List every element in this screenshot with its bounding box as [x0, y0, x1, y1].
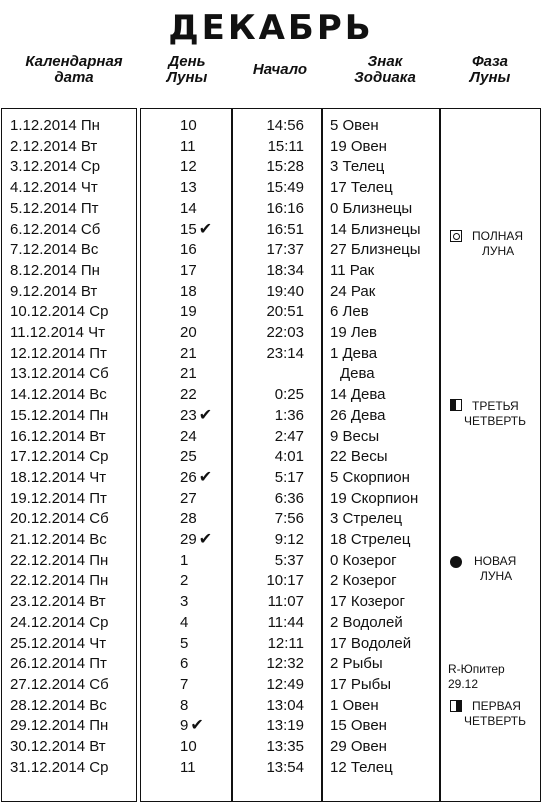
cell-moon-day [180, 654, 188, 674]
cell-zodiac-sign: 17 Рыбы [330, 676, 392, 693]
cell-zodiac-sign: 6 Лев [330, 303, 369, 320]
cell-zodiac-sign: 22 Весы [330, 448, 388, 465]
cell-zodiac-sign: 19 Овен [330, 138, 387, 155]
cell-start-time: 4:01 [274, 448, 304, 465]
phase-new-moon: НОВАЯ ЛУНА [474, 554, 517, 583]
cell-start-time: 12:49 [266, 676, 304, 693]
cell-moon-day [180, 261, 197, 281]
moon-day-number: 10 [180, 738, 197, 755]
phase-full-moon: ПОЛНАЯ ЛУНА [472, 229, 524, 258]
cell-date: 11.12.2014 Чт [10, 324, 105, 341]
moon-day-number: 10 [180, 117, 197, 134]
cell-start-time: 9:12 [274, 531, 304, 548]
moon-day-number: 3 [180, 593, 189, 610]
cell-date: 15.12.2014 Пн [10, 407, 109, 424]
cell-zodiac-sign: 14 Близнецы [330, 221, 421, 238]
cell-date: 5.12.2014 Пт [10, 200, 99, 217]
moon-day-number: 27 [180, 490, 197, 507]
moon-day-number: 23 [180, 407, 197, 424]
cell-date: 31.12.2014 Ср [10, 759, 109, 776]
cell-zodiac-sign: 17 Телец [330, 179, 393, 196]
cell-moon-day [180, 427, 197, 447]
cell-moon-day [180, 675, 188, 695]
cell-start-time: 2:47 [274, 428, 304, 445]
cell-date: 18.12.2014 Чт [10, 469, 107, 486]
moon-day-number: 19 [180, 303, 197, 320]
cell-start-time: 15:49 [266, 179, 304, 196]
cell-moon-day [180, 447, 197, 467]
cell-zodiac-sign: 3 Телец [330, 158, 385, 175]
cell-moon-day [180, 530, 212, 550]
cell-moon-day [180, 323, 197, 343]
moon-day-number: 25 [180, 448, 197, 465]
cell-date: 16.12.2014 Вт [10, 428, 106, 445]
cell-moon-day [180, 509, 197, 529]
cell-date: 26.12.2014 Пт [10, 655, 107, 672]
cell-date: 17.12.2014 Ср [10, 448, 109, 465]
cell-moon-day [180, 468, 212, 488]
new-moon-icon [450, 556, 462, 568]
full-moon-icon [450, 230, 462, 242]
cell-zodiac-sign: 0 Близнецы [330, 200, 413, 217]
moon-day-number: 8 [180, 697, 189, 714]
cell-moon-day [180, 696, 188, 716]
cell-moon-day [180, 634, 188, 654]
cell-start-time: 13:04 [266, 697, 304, 714]
cell-date: 24.12.2014 Ср [10, 614, 109, 631]
cell-date: 21.12.2014 Вс [10, 531, 107, 548]
moon-day-number: 11 [180, 138, 196, 155]
moon-day-number: 18 [180, 283, 197, 300]
cell-moon-day [180, 406, 212, 426]
moon-day-number: 21 [180, 345, 197, 362]
moon-day-number: 29 [180, 531, 197, 548]
cell-date: 19.12.2014 Пт [10, 490, 107, 507]
cell-start-time: 12:32 [266, 655, 304, 672]
cell-moon-day [180, 737, 197, 757]
cell-date: 8.12.2014 Пн [10, 262, 100, 279]
cell-start-time: 16:16 [266, 200, 304, 217]
cell-start-time: 18:34 [266, 262, 304, 279]
cell-moon-day [180, 385, 197, 405]
moon-day-number: 1 [180, 552, 189, 569]
cell-moon-day [180, 571, 188, 591]
cell-moon-day [180, 592, 188, 612]
cell-zodiac-sign: 9 Весы [330, 428, 380, 445]
moon-day-number: 12 [180, 158, 197, 175]
cell-start-time: 17:37 [266, 241, 304, 258]
cell-zodiac-sign: 11 Рак [330, 262, 375, 279]
moon-day-number: 24 [180, 428, 197, 445]
cell-date: 14.12.2014 Вс [10, 386, 107, 403]
cell-date: 23.12.2014 Вт [10, 593, 106, 610]
cell-zodiac-sign: 14 Дева [330, 386, 386, 403]
cell-start-time: 15:11 [267, 138, 304, 155]
cell-zodiac-sign: Дева [340, 365, 375, 382]
cell-moon-day [180, 157, 197, 177]
cell-zodiac-sign: 17 Козерог [330, 593, 405, 610]
cell-start-time: 5:37 [274, 552, 304, 569]
cell-moon-day [180, 551, 188, 571]
moon-day-number: 13 [180, 179, 197, 196]
cell-zodiac-sign: 1 Дева [330, 345, 378, 362]
cell-moon-day [180, 344, 197, 364]
cell-date: 25.12.2014 Чт [10, 635, 107, 652]
cell-start-time: 11:44 [267, 614, 304, 631]
column-phase [440, 108, 541, 802]
cell-start-time: 10:17 [266, 572, 304, 589]
cell-moon-day [180, 220, 212, 240]
cell-date: 29.12.2014 Пн [10, 717, 109, 734]
cell-moon-day [180, 364, 197, 384]
header-moon-day: День Луны [166, 53, 208, 86]
cell-date: 7.12.2014 Вс [10, 241, 99, 258]
cell-start-time: 16:51 [266, 221, 304, 238]
cell-moon-day [180, 489, 197, 509]
checkmark-icon: ✔ [198, 221, 213, 238]
cell-start-time: 22:03 [266, 324, 304, 341]
cell-date: 22.12.2014 Пн [10, 572, 109, 589]
cell-start-time: 13:19 [266, 717, 304, 734]
moon-day-number: 4 [180, 614, 189, 631]
header-date: Календарная дата [25, 53, 123, 86]
checkmark-icon: ✔ [198, 407, 213, 424]
cell-start-time: 5:17 [274, 469, 304, 486]
moon-day-number: 7 [180, 676, 189, 693]
cell-zodiac-sign: 2 Рыбы [330, 655, 383, 672]
cell-start-time: 11:07 [267, 593, 304, 610]
cell-zodiac-sign: 15 Овен [330, 717, 387, 734]
cell-moon-day [180, 178, 197, 198]
cell-zodiac-sign: 12 Телец [330, 759, 393, 776]
cell-date: 22.12.2014 Пн [10, 552, 109, 569]
phase-first-quarter: ПЕРВАЯ ЧЕТВЕРТЬ [464, 699, 527, 728]
cell-zodiac-sign: 1 Овен [330, 697, 379, 714]
cell-zodiac-sign: 19 Скорпион [330, 490, 419, 507]
cell-moon-day [180, 240, 197, 260]
moon-day-number: 20 [180, 324, 197, 341]
third-quarter-icon [450, 399, 462, 411]
cell-start-time: 20:51 [266, 303, 304, 320]
moon-day-number: 17 [180, 262, 197, 279]
cell-moon-day [180, 137, 196, 157]
cell-start-time: 15:28 [266, 158, 304, 175]
moon-day-number: 14 [180, 200, 197, 217]
cell-start-time: 13:35 [266, 738, 304, 755]
moon-day-number: 22 [180, 386, 197, 403]
page-title: ДЕКАБРЬ [168, 8, 374, 48]
checkmark-icon: ✔ [198, 531, 213, 548]
cell-start-time: 14:56 [266, 117, 304, 134]
cell-zodiac-sign: 0 Козерог [330, 552, 397, 569]
cell-zodiac-sign: 24 Рак [330, 283, 376, 300]
cell-zodiac-sign: 29 Овен [330, 738, 387, 755]
cell-zodiac-sign: 18 Стрелец [330, 531, 411, 548]
moon-day-number: 26 [180, 469, 197, 486]
cell-date: 27.12.2014 Сб [10, 676, 109, 693]
phase-third-quarter: ТРЕТЬЯ ЧЕТВЕРТЬ [464, 399, 527, 428]
cell-start-time: 1:36 [274, 407, 304, 424]
cell-start-time: 6:36 [274, 490, 304, 507]
cell-zodiac-sign: 27 Близнецы [330, 241, 421, 258]
cell-start-time: 19:40 [266, 283, 304, 300]
cell-date: 2.12.2014 Вт [10, 138, 98, 155]
cell-moon-day [180, 716, 204, 736]
cell-date: 3.12.2014 Ср [10, 158, 101, 175]
cell-zodiac-sign: 2 Козерог [330, 572, 397, 589]
header-start: Начало [252, 61, 308, 78]
header-phase: Фаза Луны [469, 53, 511, 86]
cell-zodiac-sign: 5 Скорпион [330, 469, 410, 486]
checkmark-icon: ✔ [190, 717, 204, 734]
moon-day-number: 21 [180, 365, 197, 382]
cell-zodiac-sign: 3 Стрелец [330, 510, 403, 527]
cell-start-time: 0:25 [274, 386, 304, 403]
moon-day-number: 6 [180, 655, 189, 672]
cell-moon-day [180, 758, 196, 778]
moon-day-number: 9 [180, 717, 189, 734]
cell-moon-day [180, 613, 188, 633]
cell-date: 12.12.2014 Пт [10, 345, 107, 362]
moon-day-number: 16 [180, 241, 197, 258]
cell-moon-day [180, 282, 197, 302]
cell-zodiac-sign: 19 Лев [330, 324, 378, 341]
cell-date: 1.12.2014 Пн [10, 117, 100, 134]
cell-zodiac-sign: 2 Водолей [330, 614, 403, 631]
jupiter-retrograde-note: R-Юпитер 29.12 [448, 662, 505, 691]
checkmark-icon: ✔ [198, 469, 213, 486]
moon-day-number: 15 [180, 221, 197, 238]
moon-day-number: 28 [180, 510, 197, 527]
cell-moon-day [180, 199, 197, 219]
cell-date: 30.12.2014 Вт [10, 738, 106, 755]
first-quarter-icon [450, 700, 462, 712]
cell-date: 4.12.2014 Чт [10, 179, 98, 196]
cell-zodiac-sign: 26 Дева [330, 407, 386, 424]
cell-date: 6.12.2014 Сб [10, 221, 101, 238]
cell-date: 10.12.2014 Ср [10, 303, 109, 320]
cell-date: 28.12.2014 Вс [10, 697, 107, 714]
moon-day-number: 5 [180, 635, 189, 652]
cell-start-time: 13:54 [266, 759, 304, 776]
cell-zodiac-sign: 5 Овен [330, 117, 379, 134]
cell-moon-day [180, 116, 197, 136]
cell-date: 9.12.2014 Вт [10, 283, 98, 300]
moon-day-number: 11 [180, 759, 196, 776]
cell-start-time: 7:56 [274, 510, 304, 527]
cell-date: 20.12.2014 Сб [10, 510, 109, 527]
cell-date: 13.12.2014 Сб [10, 365, 109, 382]
header-sign: Знак Зодиака [354, 53, 416, 86]
cell-zodiac-sign: 17 Водолей [330, 635, 412, 652]
cell-start-time: 23:14 [266, 345, 304, 362]
moon-day-number: 2 [180, 572, 189, 589]
cell-start-time: 12:11 [267, 635, 304, 652]
cell-moon-day [180, 302, 197, 322]
